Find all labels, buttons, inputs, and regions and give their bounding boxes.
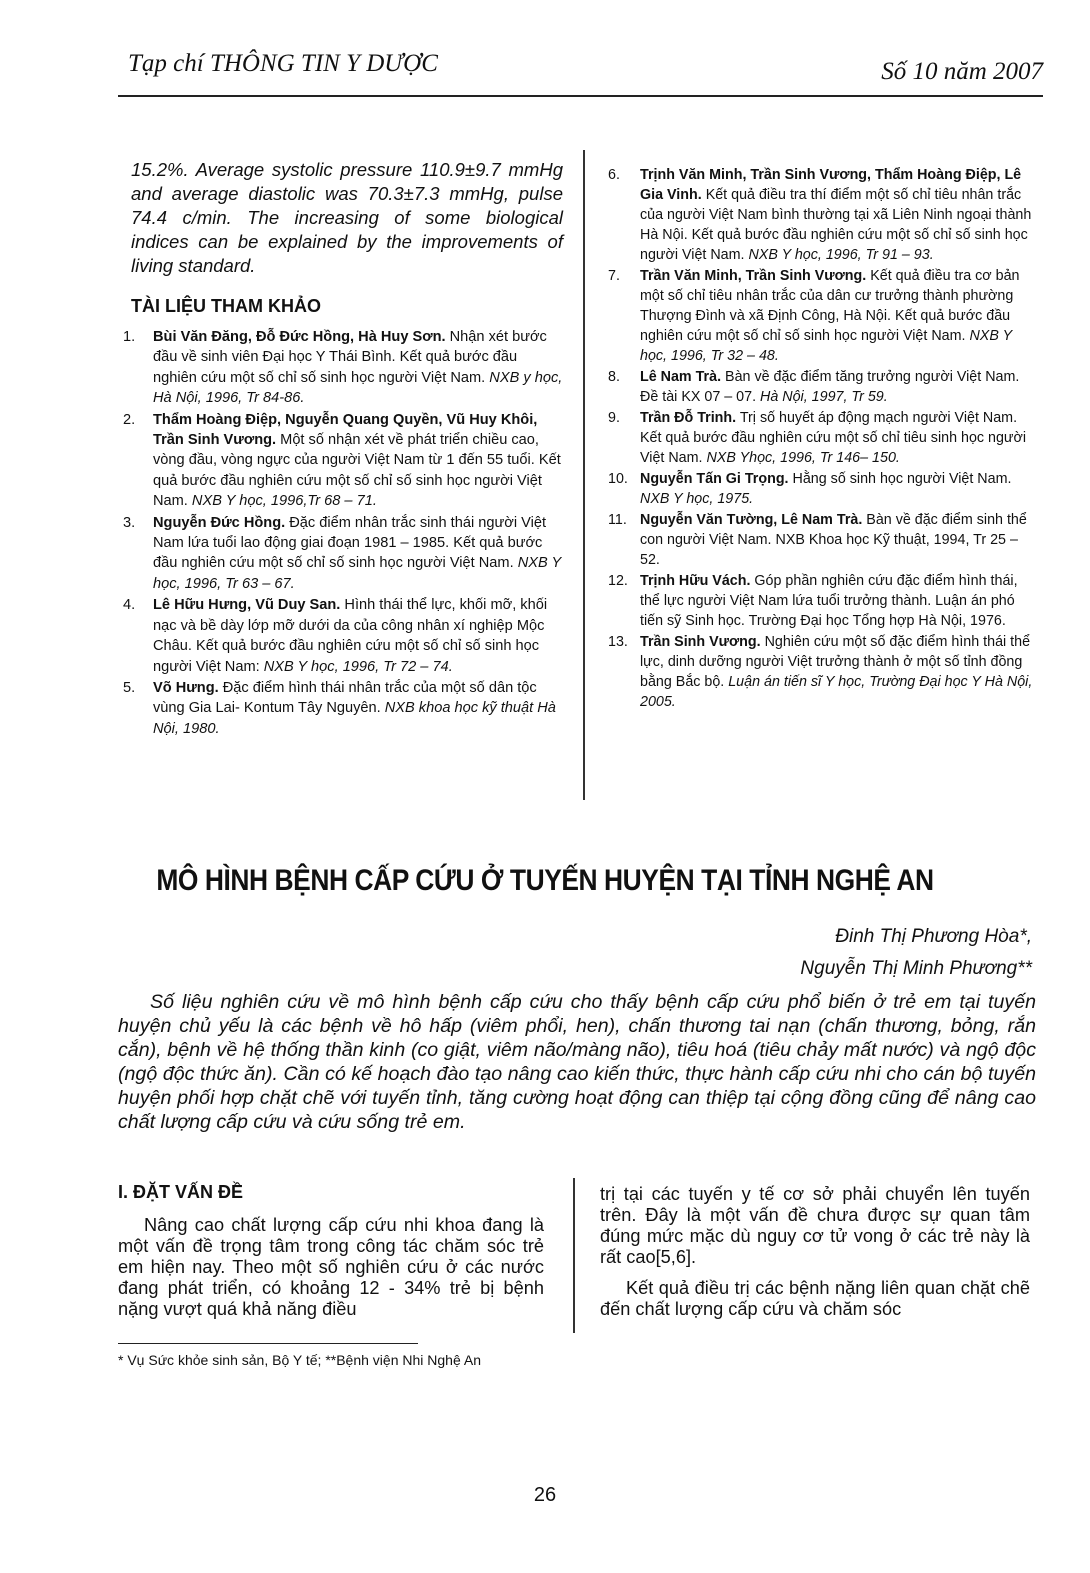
- reference-text: Hằng số sinh học người Việt Nam.: [788, 471, 1012, 487]
- reference-authors: Bùi Văn Đăng, Đỗ Đức Hồng, Hà Huy Sơn.: [153, 329, 446, 345]
- reference-text: Nghiên cứu một số đặc điểm hình thái thể lực, dinh dưỡng người Việt trưởng thành ở một số tỉnh đồng bằng Bắc bộ.: [640, 634, 1031, 690]
- section-left-column: [118, 1182, 544, 1320]
- reference-number: 8.: [608, 369, 620, 385]
- reference-item: [608, 632, 1040, 712]
- running-header: [118, 48, 1043, 88]
- reference-publisher: NXB Yhọc, 1996, Tr 146– 150.: [706, 450, 900, 466]
- reference-item: [123, 595, 563, 677]
- column-divider: [583, 150, 585, 800]
- reference-item: [123, 678, 563, 739]
- english-abstract-tail: 15.2%. Average systolic pressure 110.9±9.7 mmHg and average diastolic was 70.3±7.3 mmHg, pulse 74.4 c/min. The increasing of some biological indices can be explained by the improvements of living standard.: [131, 159, 563, 276]
- header-rule: [118, 95, 1043, 97]
- reference-text: Kết quả điều tra thí điểm một số chỉ tiêu nhân trắc của người Việt Nam bình thường tại xã Liên Ninh ngoại thành Hà Nội. Kết quả bước đầu nghiên cứu một số chỉ số sinh học người Việt Nam.: [640, 187, 1032, 263]
- journal-name: Tạp chí THÔNG TIN Y DƯỢC: [128, 50, 438, 77]
- reference-publisher: Luận án tiến sĩ Y học, Trường Đại học Y Hà Nội, 2005.: [640, 674, 1033, 710]
- reference-text: Kết quả điều tra cơ bản một số chỉ tiêu nhân trắc của dân cư trưởng thành phường Thượng Đình và xã Định Công, Hà Nội. Kết quả bước đầu nghiên cứu một số chỉ số sinh học người Việt Nam.: [640, 268, 1020, 344]
- reference-text: Nhận xét bước đầu về sinh viên Đại học Y Thái Bình. Kết quả bước đầu nghiên cứu một số chỉ số sinh học người Việt Nam.: [153, 329, 547, 386]
- reference-number: 2.: [123, 411, 136, 428]
- reference-body: [153, 678, 563, 739]
- affiliation-footnote: * Vụ Sức khỏe sinh sản, Bộ Y tế; **Bệnh viện Nhi Nghệ An: [118, 1352, 481, 1368]
- issue-number: Số 10 năm 2007: [881, 58, 1043, 85]
- reference-body: [153, 595, 563, 677]
- reference-text: Đặc điểm hình thái nhân trắc của một số dân tộc vùng Gia Lai- Kontum Tây Nguyên.: [153, 679, 537, 717]
- reference-body: [640, 165, 1040, 265]
- reference-publisher: NXB Y học, 1996, Tr 63 – 67.: [153, 555, 561, 592]
- intro-paragraph-1: Nâng cao chất lượng cấp cứu nhi khoa đang là một vấn đề trọng tâm trong công tác chăm sóc trẻ em hiện nay. Theo một số nghiên cứu ở các nước đang phát triển, có khoảng 12 - 34% trẻ bị bệnh nặng vượt quá khả năng điều: [118, 1215, 544, 1319]
- reference-number: 9.: [608, 410, 620, 426]
- reference-body: [640, 510, 1040, 570]
- reference-publisher: NXB Y học, 1996, Tr 72 – 74.: [263, 658, 453, 675]
- reference-authors: Nguyễn Đức Hồng.: [153, 514, 286, 531]
- reference-item: [123, 327, 563, 409]
- reference-authors: Nguyễn Văn Tường, Lê Nam Trà.: [640, 512, 863, 528]
- reference-authors: Trịnh Hữu Vách.: [640, 573, 751, 589]
- reference-text: Góp phần nghiên cứu đặc điểm hình thái, thể lực người Việt Nam lứa tuổi trưởng thành. Luận án phó tiến sỹ Sinh học. Trường Đại học Tổng hợp Hà Nội, 1976.: [640, 573, 1018, 629]
- reference-publisher: NXB y học, Hà Nội, 1996, Tr 84-86.: [153, 369, 563, 407]
- intro-paragraph-2: Kết quả điều trị các bệnh nặng liên quan chặt chẽ đến chất lượng cấp cứu và chăm sóc: [600, 1278, 1030, 1319]
- reference-publisher: Hà Nội, 1997, Tr 59.: [760, 389, 888, 405]
- reference-body: [640, 571, 1040, 631]
- reference-authors: Trần Đỗ Trinh.: [640, 410, 737, 426]
- section-title: I. ĐẶT VẤN ĐỀ: [118, 1182, 244, 1202]
- authors: [800, 921, 1032, 985]
- reference-body: [640, 367, 1040, 407]
- reference-publisher: NXB Y học, 1996, Tr 32 – 48.: [640, 328, 1012, 364]
- reference-item: [608, 266, 1040, 366]
- reference-publisher: NXB Y học, 1996,Tr 68 – 71.: [191, 493, 377, 510]
- reference-item: [608, 510, 1040, 570]
- reference-number: 12.: [608, 573, 628, 589]
- reference-number: 13.: [608, 634, 628, 650]
- reference-number: 1.: [123, 329, 136, 345]
- reference-number: 5.: [123, 679, 136, 696]
- author-2: Nguyễn Thị Minh Phương**: [800, 958, 1032, 979]
- author-1: Đinh Thị Phương Hòa*,: [835, 926, 1032, 947]
- reference-authors: Lê Hữu Hưng, Vũ Duy San.: [153, 597, 341, 614]
- article-title: MÔ HÌNH BỆNH CẤP CỨU Ở TUYẾN HUYỆN TẠI TỈNH NGHỆ AN: [156, 864, 934, 897]
- intro-paragraph-1-cont: trị tại các tuyến y tế cơ sở phải chuyển lên tuyến trên. Đây là một vấn đề chưa được sự quan tâm đúng mức mặc dù nguy cơ tử vong ở các trẻ này là rất cao[5,6].: [600, 1184, 1030, 1267]
- reference-body: [640, 632, 1040, 712]
- reference-item: [123, 410, 563, 512]
- reference-body: [153, 410, 563, 512]
- reference-item: [608, 165, 1040, 265]
- vietnamese-abstract: Số liệu nghiên cứu về mô hình bệnh cấp cứu cho thấy bệnh cấp cứu phổ biến ở trẻ em tại tuyến huyện chủ yếu là các bệnh về hô hấp (viêm phổi, hen), chấn thương tai nạn (chấn thương, bỏng, rắn cắn), bệnh về hệ thống thần kinh (co giật, viêm não/màng não), tiêu hoá (tiêu chảy mất nước) và ngộ độc (ngộ độc thức ăn). Cần có kế hoạch đào tạo nâng cao kiến thức, thực hành cấp cứu nhi cho cán bộ tuyến huyện phối hợp chặt chẽ với tuyến tỉnh, tăng cường hoạt động can thiệp tại cộng đồng cũng để nâng cao chất lượng cấp cứu và cứu sống trẻ em.: [118, 991, 1036, 1133]
- reference-item: [608, 469, 1040, 509]
- footnote-rule: [118, 1343, 418, 1344]
- reference-item: [608, 571, 1040, 631]
- reference-number: 4.: [123, 597, 136, 614]
- reference-publisher: NXB khoa học kỹ thuật Hà Nội, 1980.: [153, 700, 556, 737]
- reference-authors: Trịnh Văn Minh, Trần Sinh Vương, Thẩm Hoàng Điệp, Lê Gia Vinh.: [640, 167, 1022, 203]
- reference-body: [153, 327, 563, 409]
- reference-body: [640, 408, 1040, 468]
- reference-authors: Trần Văn Minh, Trần Sinh Vương.: [640, 268, 867, 284]
- reference-text: Đặc điểm nhân trắc sinh thái người Việt Nam lứa tuổi lao động giai đoạn 1981 – 1985. Kết quả bước đầu nghiên cứu một số chỉ số sinh học người Việt Nam.: [153, 514, 547, 572]
- reference-authors: Võ Hưng.: [153, 679, 219, 696]
- reference-number: 10.: [608, 471, 628, 487]
- column-divider-2: [573, 1178, 575, 1333]
- left-column: [123, 158, 563, 740]
- reference-number: 3.: [123, 514, 136, 531]
- section-right-column: [600, 1184, 1030, 1320]
- reference-text: Bàn về đặc điểm sinh thể con người Việt Nam. NXB Khoa học Kỹ thuật, 1994, Tr 25 – 52.: [640, 512, 1027, 568]
- reference-body: [153, 513, 563, 595]
- references-list-right: [608, 165, 1040, 712]
- reference-authors: Lê Nam Trà.: [640, 369, 722, 385]
- right-column: [608, 165, 1040, 713]
- references-title: TÀI LIỆU THAM KHẢO: [131, 296, 321, 316]
- reference-text: Bàn về đặc điểm tăng trưởng người Việt Nam. Đề tài KX 07 – 07.: [640, 369, 1020, 405]
- reference-number: 6.: [608, 167, 620, 183]
- reference-text: Hình thái thể lực, khối mỡ, khối nạc và bề dày lớp mỡ dưới da của công nhân xí nghiệp Mộc Châu. Kết quả bước đầu nghiên cứu một số chỉ số sinh học người Việt Nam:: [153, 597, 548, 675]
- references-list-left: [123, 327, 563, 739]
- reference-number: 11.: [608, 512, 627, 528]
- reference-text: Một số nhận xét về phát triển chiều cao, vòng đầu, vòng ngực của người Việt Nam từ 1 đến 55 tuổi. Kết quả bước đầu nghiên cứu một số chỉ số sinh học người Việt Nam.: [153, 432, 561, 510]
- reference-authors: Trần Sinh Vương.: [640, 634, 761, 650]
- reference-body: [640, 469, 1040, 509]
- reference-authors: Nguyễn Tấn Gi Trọng.: [640, 471, 789, 487]
- reference-number: 7.: [608, 268, 620, 284]
- reference-publisher: NXB Y học, 1996, Tr 91 – 93.: [748, 247, 934, 263]
- reference-item: [608, 408, 1040, 468]
- reference-body: [640, 266, 1040, 366]
- reference-item: [608, 367, 1040, 407]
- reference-item: [123, 513, 563, 595]
- reference-publisher: NXB Y học, 1975.: [640, 491, 754, 507]
- reference-text: Trị số huyết áp động mạch người Việt Nam. Kết quả bước đầu nghiên cứu một số chỉ tiêu sinh học người Việt Nam.: [640, 410, 1027, 466]
- page-number: 26: [533, 1484, 557, 1506]
- reference-authors: Thẩm Hoàng Điệp, Nguyễn Quang Quyền, Vũ Huy Khôi, Trần Sinh Vương.: [153, 411, 538, 449]
